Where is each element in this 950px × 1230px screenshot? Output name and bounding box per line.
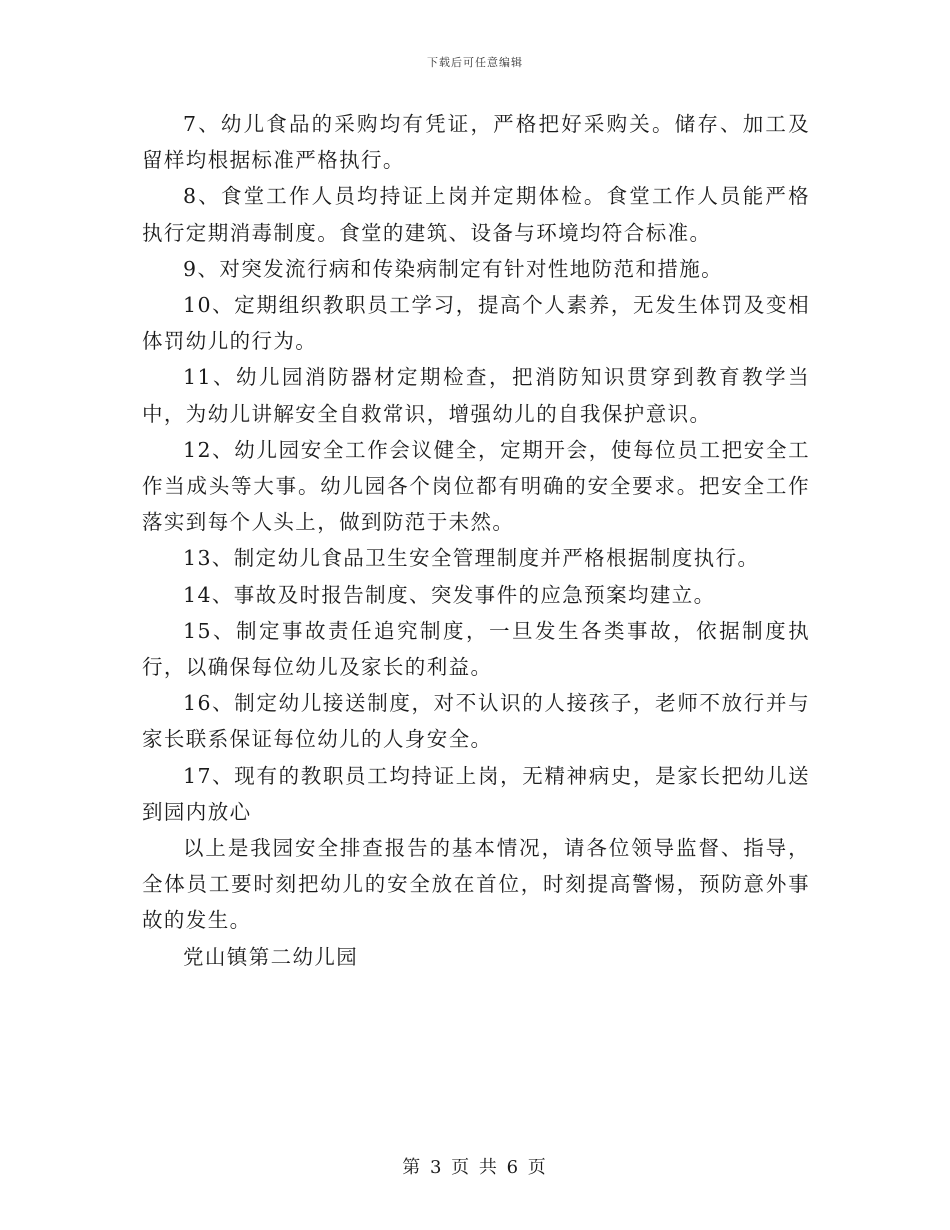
paragraph-item-8: 8、食堂工作人员均持证上岗并定期体检。食堂工作人员能严格执行定期消毒制度。食堂的建筑、设备与环境均符合标准。 xyxy=(142,184,810,245)
page-number: 第 3 页 共 6 页 xyxy=(402,1157,548,1178)
paragraph-item-12: 12、幼儿园安全工作会议健全，定期开会，使每位员工把安全工作当成头等大事。幼儿园各个岗位都有明确的安全要求。把安全工作落实到每个人头上，做到防范于未然。 xyxy=(142,437,810,535)
paragraph-item-9: 9、对突发流行病和传染病制定有针对性地防范和措施。 xyxy=(183,256,724,281)
paragraph-item-11: 11、幼儿园消防器材定期检查，把消防知识贯穿到教育教学当中，为幼儿讲解安全自救常识，增强幼儿的自我保护意识。 xyxy=(142,365,810,426)
paragraph-item-7: 7、幼儿食品的采购均有凭证，严格把好采购关。储存、加工及留样均根据标准严格执行。 xyxy=(142,112,810,173)
paragraph-item-13: 13、制定幼儿食品卫生安全管理制度并严格根据制度执行。 xyxy=(183,546,760,571)
paragraph-item-10: 10、定期组织教职员工学习，提高个人素养，无发生体罚及变相体罚幼儿的行为。 xyxy=(142,293,810,354)
page-header: 下载后可任意编辑 xyxy=(427,56,523,69)
paragraph-item-17: 17、现有的教职员工均持证上岗，无精神病史，是家长把幼儿送到园内放心 xyxy=(142,763,810,824)
document-body xyxy=(142,106,810,975)
summary-paragraph: 以上是我园安全排查报告的基本情况，请各位领导监督、指导，全体员工要时刻把幼儿的安全放在首位，时刻提高警惕，预防意外事故的发生。 xyxy=(142,836,810,933)
paragraph-item-15: 15、制定事故责任追究制度，一旦发生各类事故，依据制度执行，以确保每位幼儿及家长的利益。 xyxy=(142,618,810,680)
paragraph-item-14: 14、事故及时报告制度、突发事件的应急预案均建立。 xyxy=(183,582,716,607)
signature-line: 党山镇第二幼儿园 xyxy=(183,944,359,969)
paragraph-item-16: 16、制定幼儿接送制度，对不认识的人接孩子，老师不放行并与家长联系保证每位幼儿的人身安全。 xyxy=(142,691,810,752)
